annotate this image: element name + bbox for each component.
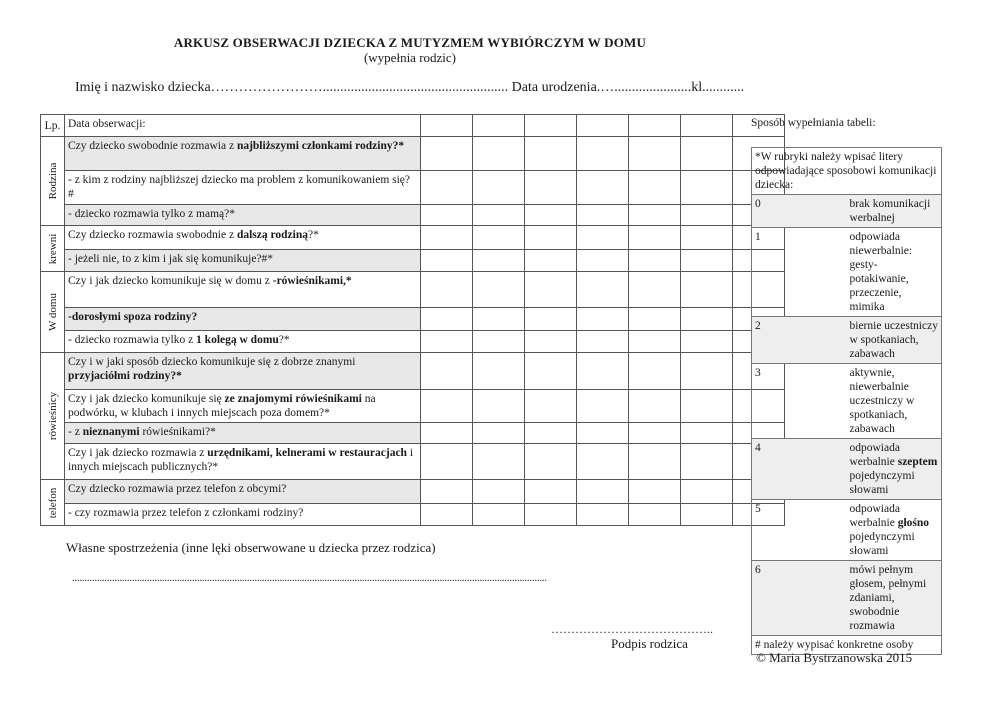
table-row	[41, 390, 785, 423]
question-cell	[65, 171, 421, 205]
text-pre: aktywnie, niewerbalnie uczestniczy w spotkaniach, zabawach	[849, 367, 915, 435]
observation-cell[interactable]	[525, 272, 577, 308]
text-pre: brak komunikacji werbalnej	[849, 198, 931, 224]
observation-cell[interactable]	[681, 423, 733, 444]
table-row	[41, 205, 785, 226]
observation-cell[interactable]	[473, 423, 525, 444]
text-pre: odpowiada werbalnie	[849, 503, 900, 529]
observation-cell[interactable]	[525, 115, 577, 137]
group-label-rodzina: Rodzina	[41, 137, 65, 226]
own-observations-field[interactable]: ..............................................................................................................................................................................................	[72, 573, 547, 584]
observation-cell[interactable]	[629, 171, 681, 205]
text-bold: -dorosłymi spoza rodziny?	[68, 311, 198, 323]
text-bold: -rówieśnikami,*	[272, 275, 352, 287]
observation-cell[interactable]	[421, 272, 473, 308]
observation-cell[interactable]	[629, 331, 681, 353]
table-row	[41, 353, 785, 390]
observation-cell[interactable]	[629, 480, 681, 504]
observation-cell[interactable]	[421, 390, 473, 423]
observation-cell[interactable]	[681, 390, 733, 423]
observation-cell[interactable]	[421, 353, 473, 390]
observation-cell[interactable]	[525, 205, 577, 226]
observation-cell[interactable]	[473, 308, 525, 331]
text-post: pojedynczymi słowami	[849, 531, 915, 557]
signature-label: Podpis rodzica	[611, 636, 688, 651]
legend-footer: # należy wypisać konkretne osoby	[752, 636, 942, 655]
observation-cell[interactable]	[577, 390, 629, 423]
question-cell	[65, 353, 421, 390]
text-bold: ze znajomymi rówieśnikami	[224, 393, 362, 405]
question-cell	[65, 423, 421, 444]
observation-cell[interactable]	[629, 390, 681, 423]
child-name-birthdate-field[interactable]: Imię i nazwisko dziecka……………………..................................................... Data urodzenia.…......................kl............	[75, 80, 745, 95]
legend-description	[847, 364, 942, 439]
legend-description	[847, 317, 942, 364]
observation-cell[interactable]	[421, 205, 473, 226]
text-bold: nieznanymi	[82, 426, 140, 438]
observation-table	[40, 114, 785, 526]
text-pre: - z kim z rodziny najbliższej dziecko ma problem z komunikowaniem się? #	[68, 174, 411, 200]
question-cell	[65, 480, 421, 504]
observation-cell[interactable]	[473, 353, 525, 390]
text-bold: najbliższymi członkami rodziny?*	[236, 140, 405, 152]
table-row	[41, 444, 785, 480]
observation-cell[interactable]	[681, 331, 733, 353]
legend-row	[752, 317, 942, 364]
observation-cell[interactable]	[681, 353, 733, 390]
observation-cell[interactable]	[629, 353, 681, 390]
table-header-row	[41, 115, 785, 137]
legend-description	[847, 500, 942, 561]
text-pre: Czy i jak dziecko komunikuje się	[68, 393, 225, 405]
question-cell	[65, 226, 421, 250]
legend-title: Sposób wypełniania tabeli:	[751, 117, 876, 129]
observation-cell[interactable]	[473, 137, 525, 171]
observation-cell[interactable]	[577, 353, 629, 390]
text-pre: Czy i jak dziecko rozmawia z	[68, 447, 208, 459]
legend-description	[847, 439, 942, 500]
observation-cell[interactable]	[681, 115, 733, 137]
observation-cell[interactable]	[629, 444, 681, 480]
observation-cell[interactable]	[577, 137, 629, 171]
date-header: Data obserwacji:	[65, 115, 421, 137]
observation-cell[interactable]	[681, 137, 733, 171]
legend-row	[752, 228, 942, 317]
observation-cell[interactable]	[473, 226, 525, 250]
page-title: ARKUSZ OBSERWACJI DZIECKA Z MUTYZMEM WYBIÓRCZYM W DOMU	[173, 35, 647, 50]
observation-cell[interactable]	[525, 353, 577, 390]
observation-cell[interactable]	[473, 390, 525, 423]
copyright: © Maria Bystrzanowska 2015	[756, 650, 913, 665]
text-post: ?*	[307, 229, 319, 241]
text-post: pojedynczymi słowami	[849, 470, 915, 496]
legend-table	[751, 147, 942, 655]
legend-row	[752, 500, 942, 561]
lp-header: Lp.	[41, 115, 65, 137]
table-row	[41, 137, 785, 171]
text-post: ?*	[278, 334, 290, 346]
own-observations-label: Własne spostrzeżenia (inne lęki obserwowane u dziecka przez rodzica)	[66, 540, 436, 555]
observation-cell[interactable]	[421, 115, 473, 137]
observation-cell[interactable]	[629, 137, 681, 171]
observation-cell[interactable]	[421, 137, 473, 171]
signature-field[interactable]: …………………………………..	[551, 622, 713, 636]
observation-cell[interactable]	[525, 137, 577, 171]
question-cell	[65, 272, 421, 308]
observation-cell[interactable]	[681, 250, 733, 272]
observation-cell[interactable]	[473, 480, 525, 504]
legend-description	[847, 228, 942, 317]
observation-cell[interactable]	[577, 423, 629, 444]
observation-cell[interactable]	[681, 480, 733, 504]
text-pre: - dziecko rozmawia tylko z mamą?*	[68, 208, 235, 220]
question-cell	[65, 331, 421, 353]
text-bold: 1 kolegą w domu	[196, 334, 279, 346]
legend-row	[752, 364, 942, 439]
observation-cell[interactable]	[681, 504, 733, 526]
legend-code: 4	[752, 439, 847, 500]
text-pre: - dziecko rozmawia tylko z	[68, 334, 197, 346]
observation-cell[interactable]	[577, 205, 629, 226]
text-pre: Czy dziecko rozmawia przez telefon z obcymi?	[68, 483, 287, 495]
observation-cell[interactable]	[421, 308, 473, 331]
legend-code: 6	[752, 561, 847, 636]
group-label-rowiesnicy: rówieśnicy	[41, 353, 65, 480]
observation-cell[interactable]	[629, 115, 681, 137]
text-bold: głośno	[897, 517, 930, 529]
table-row	[41, 423, 785, 444]
group-label-telefon: telefon	[41, 480, 65, 526]
question-cell	[65, 504, 421, 526]
observation-cell[interactable]	[577, 444, 629, 480]
text-pre: Czy dziecko rozmawia swobodnie z	[68, 229, 237, 241]
text-pre: Czy dziecko swobodnie rozmawia z	[68, 140, 237, 152]
observation-cell[interactable]	[577, 308, 629, 331]
legend-description	[847, 561, 942, 636]
observation-cell[interactable]	[473, 272, 525, 308]
observation-cell[interactable]	[629, 250, 681, 272]
question-cell	[65, 205, 421, 226]
page-subtitle: (wypełnia rodzic)	[363, 50, 457, 65]
observation-cell[interactable]	[577, 171, 629, 205]
text-pre: mówi pełnym głosem, pełnymi zdaniami, swobodnie rozmawia	[849, 564, 927, 632]
observation-cell[interactable]	[473, 444, 525, 480]
table-row	[41, 171, 785, 205]
observation-cell[interactable]	[577, 272, 629, 308]
legend-code: 2	[752, 317, 847, 364]
text-pre: odpowiada niewerbalnie: gesty- potakiwanie, przeczenie, mimika	[849, 231, 913, 313]
observation-cell[interactable]	[525, 423, 577, 444]
observation-cell[interactable]	[577, 115, 629, 137]
observation-cell[interactable]	[629, 308, 681, 331]
group-label-krewni: krewni	[41, 226, 65, 272]
observation-cell[interactable]	[421, 423, 473, 444]
text-pre: - czy rozmawia przez telefon z członkami rodziny?	[68, 507, 304, 519]
table-row	[41, 480, 785, 504]
observation-cell[interactable]	[473, 171, 525, 205]
observation-cell[interactable]	[577, 480, 629, 504]
legend-description	[847, 195, 942, 228]
observation-cell[interactable]	[473, 250, 525, 272]
observation-cell[interactable]	[525, 504, 577, 526]
table-row	[41, 504, 785, 526]
observation-cell[interactable]	[681, 171, 733, 205]
table-row	[41, 272, 785, 308]
text-bold: dalszą rodziną	[236, 229, 308, 241]
observation-cell[interactable]	[525, 250, 577, 272]
text-bold: przyjaciółmi rodziny?*	[68, 370, 182, 382]
text-post: na podwórku, w klubach i innych miejscach poza domem?*	[68, 393, 376, 419]
table-row	[41, 331, 785, 353]
text-pre: Czy i jak dziecko komunikuje się w domu z	[68, 275, 273, 287]
observation-cell[interactable]	[629, 205, 681, 226]
observation-cell[interactable]	[421, 171, 473, 205]
table-row	[41, 308, 785, 331]
observation-cell[interactable]	[473, 115, 525, 137]
observation-cell[interactable]	[473, 504, 525, 526]
observation-cell[interactable]	[525, 444, 577, 480]
text-post: i innych miejscach publicznych?*	[68, 447, 414, 473]
observation-cell[interactable]	[525, 480, 577, 504]
observation-cell[interactable]	[525, 226, 577, 250]
text-pre: - jeżeli nie, to z kim i jak się komunikuje?#*	[68, 253, 274, 265]
observation-cell[interactable]	[681, 205, 733, 226]
observation-cell[interactable]	[421, 480, 473, 504]
text-pre: - z	[68, 426, 83, 438]
observation-cell[interactable]	[577, 226, 629, 250]
legend-intro-row	[752, 148, 942, 195]
text-pre: odpowiada werbalnie	[849, 442, 900, 468]
observation-cell[interactable]	[421, 504, 473, 526]
text-bold: szeptem	[897, 456, 938, 468]
text-post: rówieśnikami?*	[139, 426, 216, 438]
text-pre: biernie uczestniczy w spotkaniach, zabawach	[849, 320, 938, 360]
text-bold: urzędnikami, kelnerami w restauracjach	[207, 447, 407, 459]
question-cell	[65, 308, 421, 331]
legend-row	[752, 195, 942, 228]
legend-intro: *W rubryki należy wpisać litery odpowiadające sposobowi komunikacji dziecka:	[752, 148, 942, 195]
legend-code: 0	[752, 195, 847, 228]
observation-cell[interactable]	[629, 272, 681, 308]
observation-cell[interactable]	[525, 171, 577, 205]
legend-code: 5	[752, 500, 847, 561]
legend-row	[752, 561, 942, 636]
observation-cell[interactable]	[681, 444, 733, 480]
group-label-w-domu: W domu	[41, 272, 65, 353]
observation-cell[interactable]	[681, 272, 733, 308]
observation-cell[interactable]	[525, 390, 577, 423]
observation-cell[interactable]	[421, 226, 473, 250]
observation-cell[interactable]	[629, 504, 681, 526]
legend-code: 3	[752, 364, 847, 439]
observation-cell[interactable]	[681, 308, 733, 331]
observation-cell[interactable]	[421, 444, 473, 480]
observation-cell[interactable]	[577, 504, 629, 526]
observation-cell[interactable]	[577, 331, 629, 353]
observation-cell[interactable]	[629, 423, 681, 444]
legend-code: 1	[752, 228, 847, 317]
question-cell	[65, 250, 421, 272]
text-pre: Czy i w jaki sposób dziecko komunikuje się z dobrze znanymi	[68, 356, 356, 368]
observation-cell[interactable]	[473, 331, 525, 353]
observation-cell[interactable]	[681, 226, 733, 250]
observation-cell[interactable]	[525, 331, 577, 353]
question-cell	[65, 390, 421, 423]
observation-cell[interactable]	[473, 205, 525, 226]
observation-cell[interactable]	[421, 331, 473, 353]
observation-cell[interactable]	[525, 308, 577, 331]
observation-cell[interactable]	[629, 226, 681, 250]
question-cell	[65, 444, 421, 480]
legend-row	[752, 439, 942, 500]
observation-cell[interactable]	[577, 250, 629, 272]
observation-cell[interactable]	[421, 250, 473, 272]
table-row	[41, 226, 785, 250]
table-row	[41, 250, 785, 272]
question-cell	[65, 137, 421, 171]
